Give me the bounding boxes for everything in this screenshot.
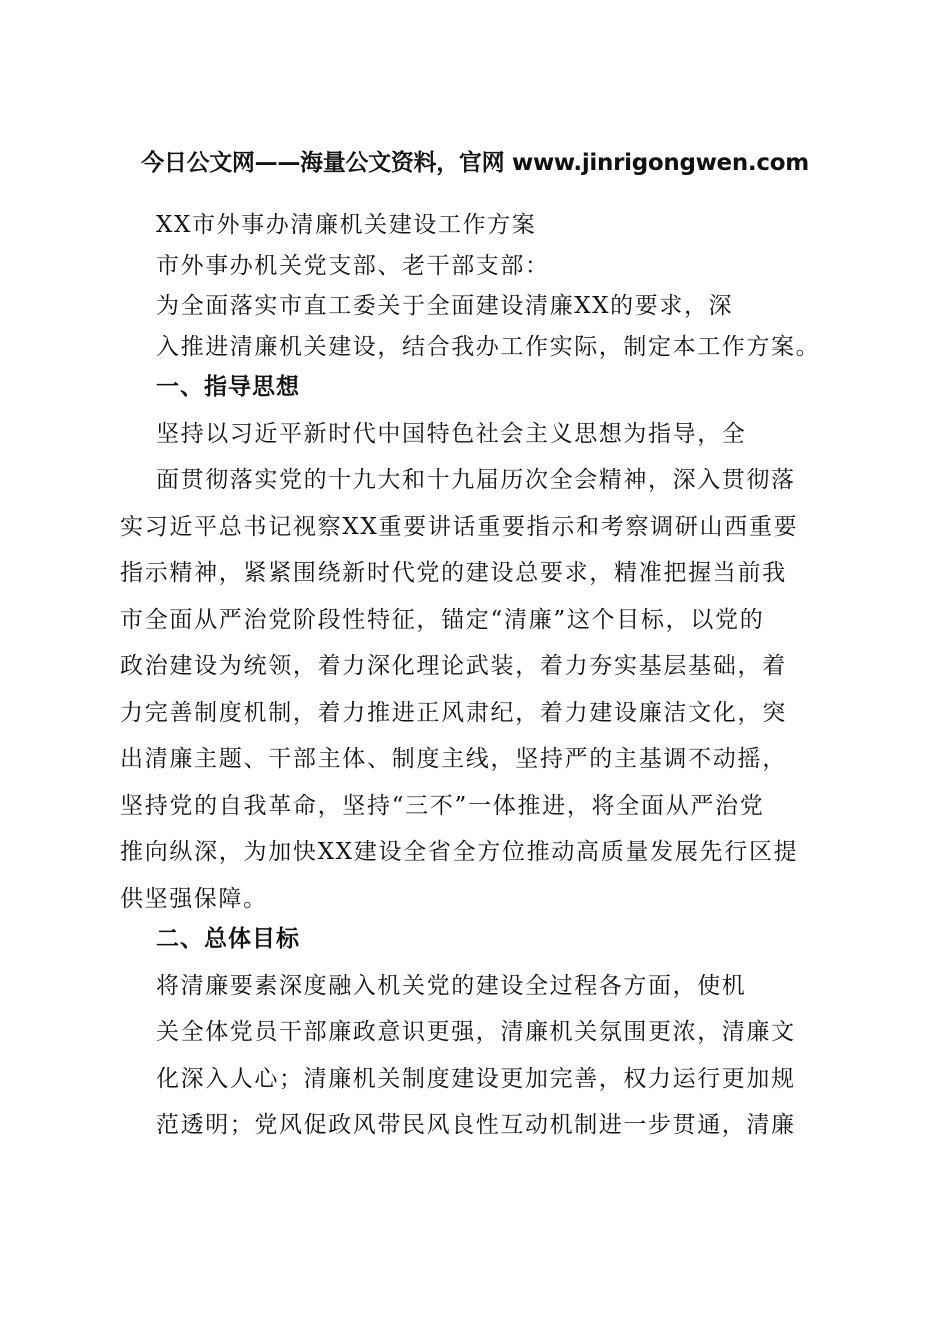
paragraph-line: 出清廉主题、干部主体、制度主线，坚持严的主基调不动摇， (120, 746, 787, 772)
intro-line: 为全面落实市直工委关于全面建设清廉XX的要求，深 (156, 293, 734, 319)
document-body (120, 205, 832, 1146)
intro-line: 入推进清廉机关建设，结合我办工作实际，制定本工作方案。 (156, 333, 821, 360)
paragraph-line: 政治建设为统领，着力深化理论武装，着力夯实基层基础，着 (120, 653, 787, 679)
paragraph-line: 将清廉要素深度融入机关党的建设全过程各方面，使机 (156, 972, 747, 999)
addressee: 市外事办机关党支部、老干部支部： (156, 252, 550, 279)
section-heading-overall-goals: 二、总体目标 (156, 926, 300, 952)
paragraph-line: 坚持以习近平新时代中国特色社会主义思想为指导，全 (156, 420, 747, 447)
paragraph-line: 市全面从严治党阶段性特征，锚定“清廉”这个目标，以党的 (120, 606, 765, 633)
site-banner: 今日公文网——海量公文资料，官网 www.jinrigongwen.com (141, 150, 809, 176)
paragraph-line: 实习近平总书记视察XX重要讲话重要指示和考察调研山西重要 (120, 513, 799, 540)
paragraph-line: 供坚强保障。 (120, 885, 268, 912)
section-heading-guiding-ideology: 一、指导思想 (156, 374, 300, 400)
paragraph-line: 化深入人心；清廉机关制度建设更加完善，权力运行更加规 (156, 1065, 796, 1092)
paragraph-line: 坚持党的自我革命，坚持“三不”一体推进，将全面从严治党 (120, 792, 765, 819)
paragraph-line: 推向纵深，为加快XX建设全省全方位推动高质量发展先行区提 (120, 839, 799, 865)
paragraph-line: 范透明；党风促政风带民风良性互动机制进一步贯通，清廉 (156, 1112, 796, 1138)
paragraph-line: 力完善制度机制，着力推进正风肃纪，着力建设廉洁文化，突 (120, 699, 787, 726)
paragraph-line: 关全体党员干部廉政意识更强，清廉机关氛围更浓，清廉文 (156, 1019, 796, 1045)
paragraph-line: 指示精神，紧紧围绕新时代党的建设总要求，精准把握当前我 (120, 560, 787, 586)
paragraph-line: 面贯彻落实党的十九大和十九届历次全会精神，深入贯彻落 (156, 467, 796, 493)
document-title: XX市外事办清廉机关建设工作方案 (156, 212, 537, 238)
